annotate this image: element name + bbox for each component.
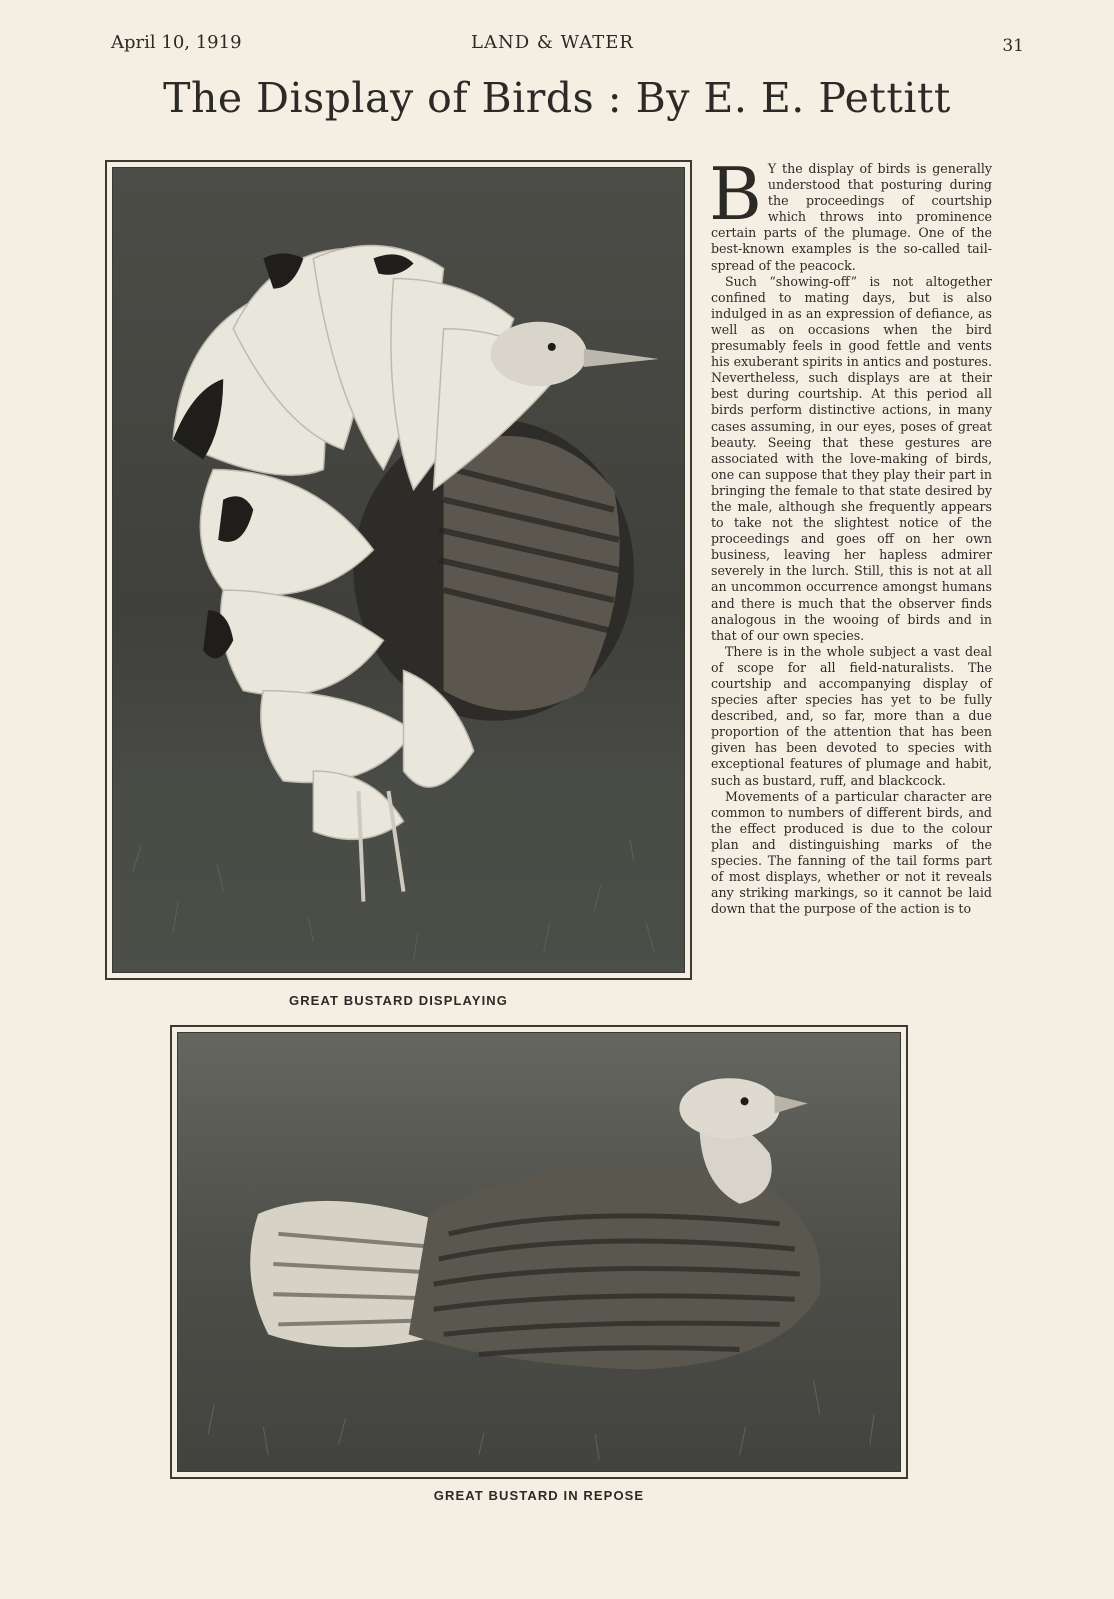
- article-paragraph-1: [709, 152, 992, 274]
- drop-cap: B: [709, 152, 762, 236]
- page-number: 31: [1002, 36, 1024, 56]
- article-paragraph-4: Movements of a particular character are common to numbers of different birds, and the effect produced is due to the colour plan and distinguishing marks of the species. The fanning of the tail forms part of most displays, whether or not it reveals any striking markings, so it cannot be laid down that the purpose of the action is to: [711, 788, 992, 917]
- bustard-displaying-photo: [113, 168, 684, 972]
- issue-date: April 10, 1919: [111, 32, 242, 53]
- journal-name: LAND & WATER: [471, 32, 634, 53]
- page-header: [111, 32, 1024, 56]
- article-title: The Display of Birds : By E. E. Pettitt: [163, 74, 951, 122]
- article-paragraph-2: Such “showing-off” is not altogether confined to mating days, but is also indulged in as an expression of defiance, as well as on occasions when the bird presumably feels in good fettle and vents his exuberant spirits in antics and postures. Nevertheless, such displays are at their best during courtship. At this period all birds perform distinctive actions, in many cases assuming, in our eyes, poses of great beauty. Seeing that these gestures are associated with the love-making of birds, one can suppose that they play their part in bringing the female to that state desired by the male, although she frequently appears to take not the slightest notice of the proceedings and goes off on her own business, leaving her hapless admirer severely in the lurch. Still, this is not at all an uncommon occurrence amongst humans and there is much that the observer finds analogous in the wooing of birds and in that of our own species.: [711, 273, 992, 643]
- figure-bustard-displaying: [105, 160, 692, 980]
- article-body: [709, 152, 992, 917]
- bustard-repose-photo: [178, 1033, 900, 1471]
- paragraph-text: Y the display of birds is generally understood that posturing during the proceedings of courtship which throws into prominence certain parts of the plumage. One of the best-known examples is the so-called tail-spread of the peacock.: [711, 161, 992, 273]
- article-paragraph-3: There is in the whole subject a vast deal of scope for all field-naturalists. The courtship and accompanying display of species after species has yet to be fully described, and, so far, more than a due proportion of the attention that has been given has been devoted to species with exceptional features of plumage and habit, such as bustard, ruff, and blackcock.: [711, 643, 992, 788]
- caption-bustard-repose: GREAT BUSTARD IN REPOSE: [433, 1488, 645, 1503]
- figure-bustard-repose: [170, 1025, 908, 1479]
- caption-bustard-displaying: GREAT BUSTARD DISPLAYING: [288, 993, 508, 1008]
